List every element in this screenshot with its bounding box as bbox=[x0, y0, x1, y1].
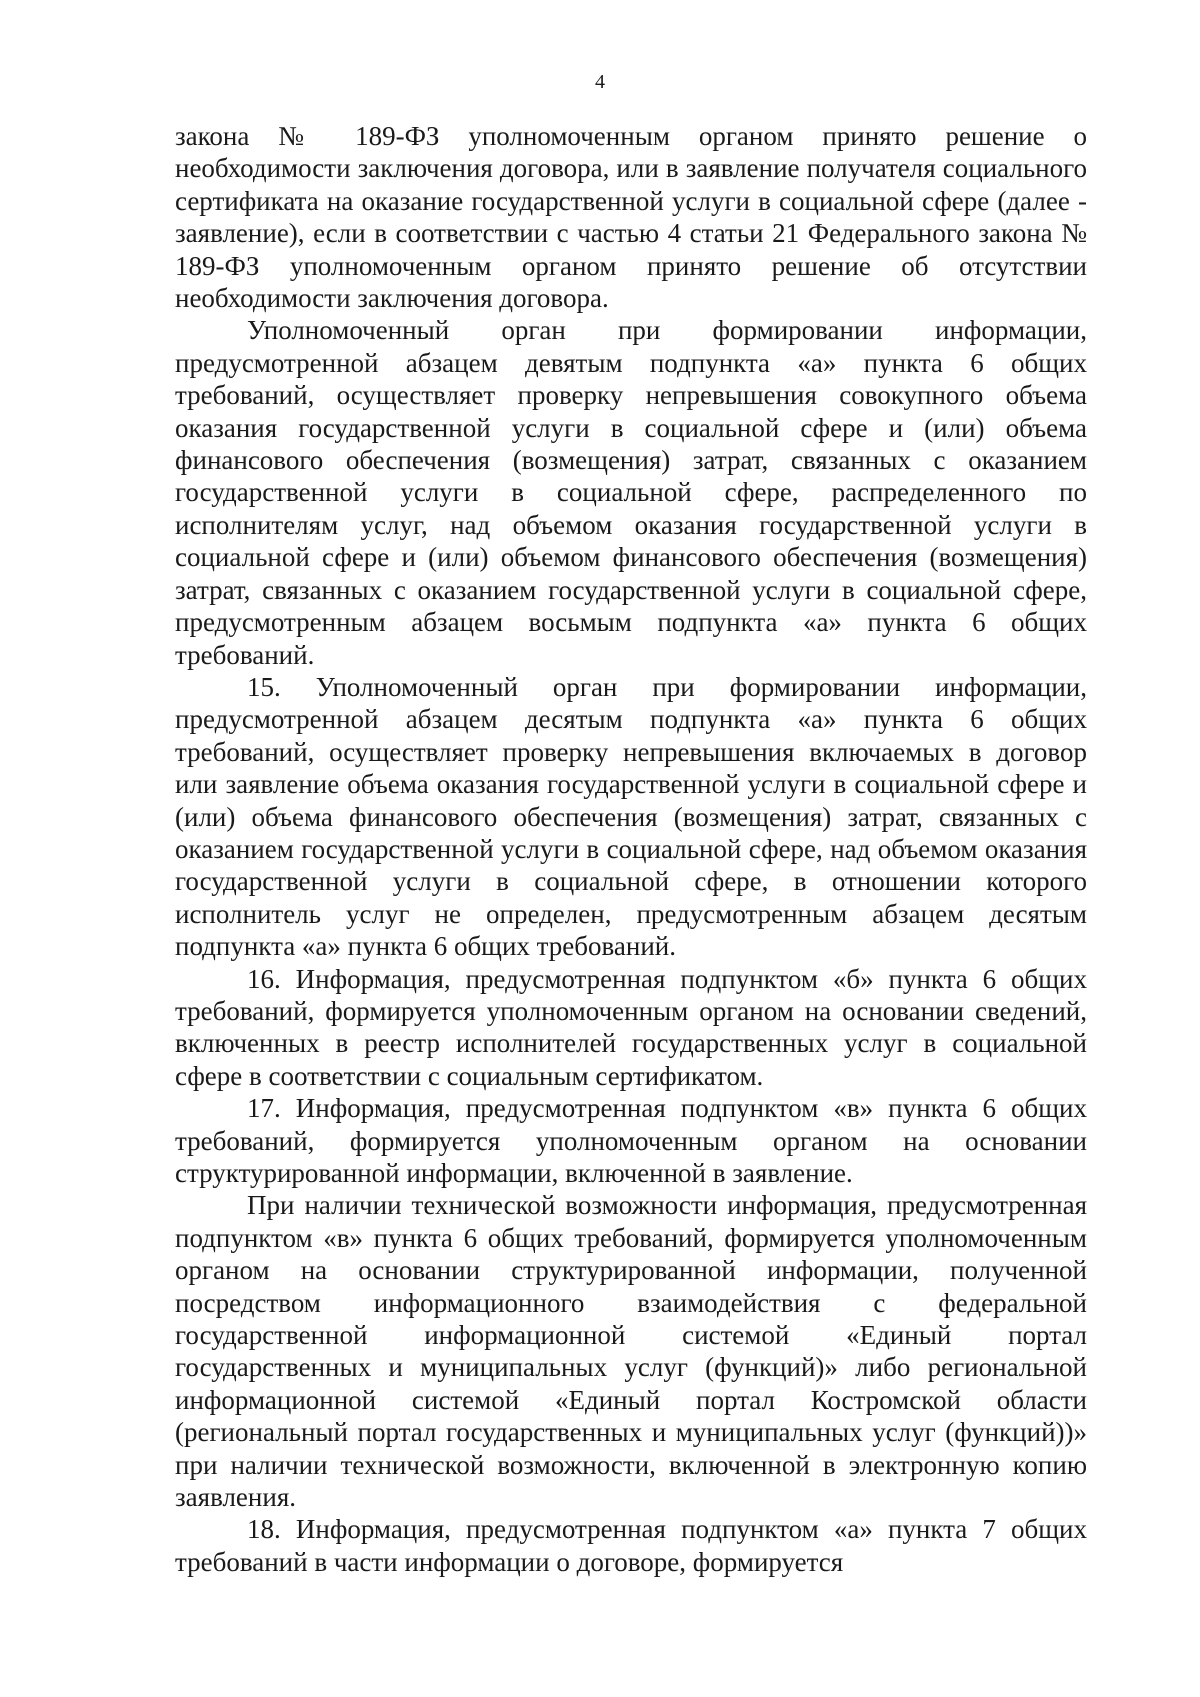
document-body bbox=[175, 120, 1087, 1578]
paragraph-item-16: 16. Информация, предусмотренная подпунктом «б» пункта 6 общих требований, формируется уполномоченным органом на основании сведений, включенных в реестр исполнителей государственных услуг в социальной сфере в соответствии с социальным сертификатом. bbox=[175, 963, 1087, 1091]
paragraph-continuation: закона № 189-ФЗ уполномоченным органом принято решение о необходимости заключения договора, или в заявление получателя социального сертификата на оказание государственной услуги в социальной сфере (далее - заявление), если в соответствии с частью 4 статьи 21 Федерального закона № 189-ФЗ уполномоченным органом принято решение об отсутствии необходимости заключения договора. bbox=[175, 121, 1087, 314]
page-number: 4 bbox=[595, 71, 605, 93]
paragraph-technical-possibility: При наличии технической возможности информация, предусмотренная подпунктом «в» пункта 6 общих требований, формируется уполномоченным органом на основании структурированной информации, полученной посредством информационного взаимодействия с федеральной государственной информационной системой «Единый портал государственных и муниципальных услуг (функций)» либо региональной информационной системой «Единый портал Костромской области (региональный портал государственных и муниципальных услуг (функций))» при наличии технической возможности, включенной в электронную копию заявления. bbox=[175, 1190, 1087, 1513]
paragraph-item-17: 17. Информация, предусмотренная подпунктом «в» пункта 6 общих требований, формируется уполномоченным органом на основании структурированной информации, включенной в заявление. bbox=[175, 1093, 1087, 1188]
paragraph-item-15: 15. Уполномоченный орган при формировании информации, предусмотренной абзацем десятым подпункта «а» пункта 6 общих требований, осуществляет проверку непревышения включаемых в договор или заявление объема оказания государственной услуги в социальной сфере и (или) объема финансового обеспечения (возмещения) затрат, связанных с оказанием государственной услуги в социальной сфере, над объемом оказания государственной услуги в социальной сфере, в отношении которого исполнитель услуг не определен, предусмотренным абзацем десятым подпункта «а» пункта 6 общих требований. bbox=[175, 671, 1087, 962]
paragraph-authorized-body-check: Уполномоченный орган при формировании информации, предусмотренной абзацем девятым подпункта «а» пункта 6 общих требований, осуществляет проверку непревышения совокупного объема оказания государственной услуги в социальной сфере и (или) объема финансового обеспечения (возмещения) затрат, связанных с оказанием государственной услуги в социальной сфере, распределенного по исполнителям услуг, над объемом оказания государственной услуги в социальной сфере и (или) объемом финансового обеспечения (возмещения) затрат, связанных с оказанием государственной услуги в социальной сфере, предусмотренным абзацем восьмым подпункта «а» пункта 6 общих требований. bbox=[175, 315, 1087, 670]
paragraph-item-18: 18. Информация, предусмотренная подпунктом «а» пункта 7 общих требований в части информации о договоре, формируется bbox=[175, 1514, 1087, 1577]
